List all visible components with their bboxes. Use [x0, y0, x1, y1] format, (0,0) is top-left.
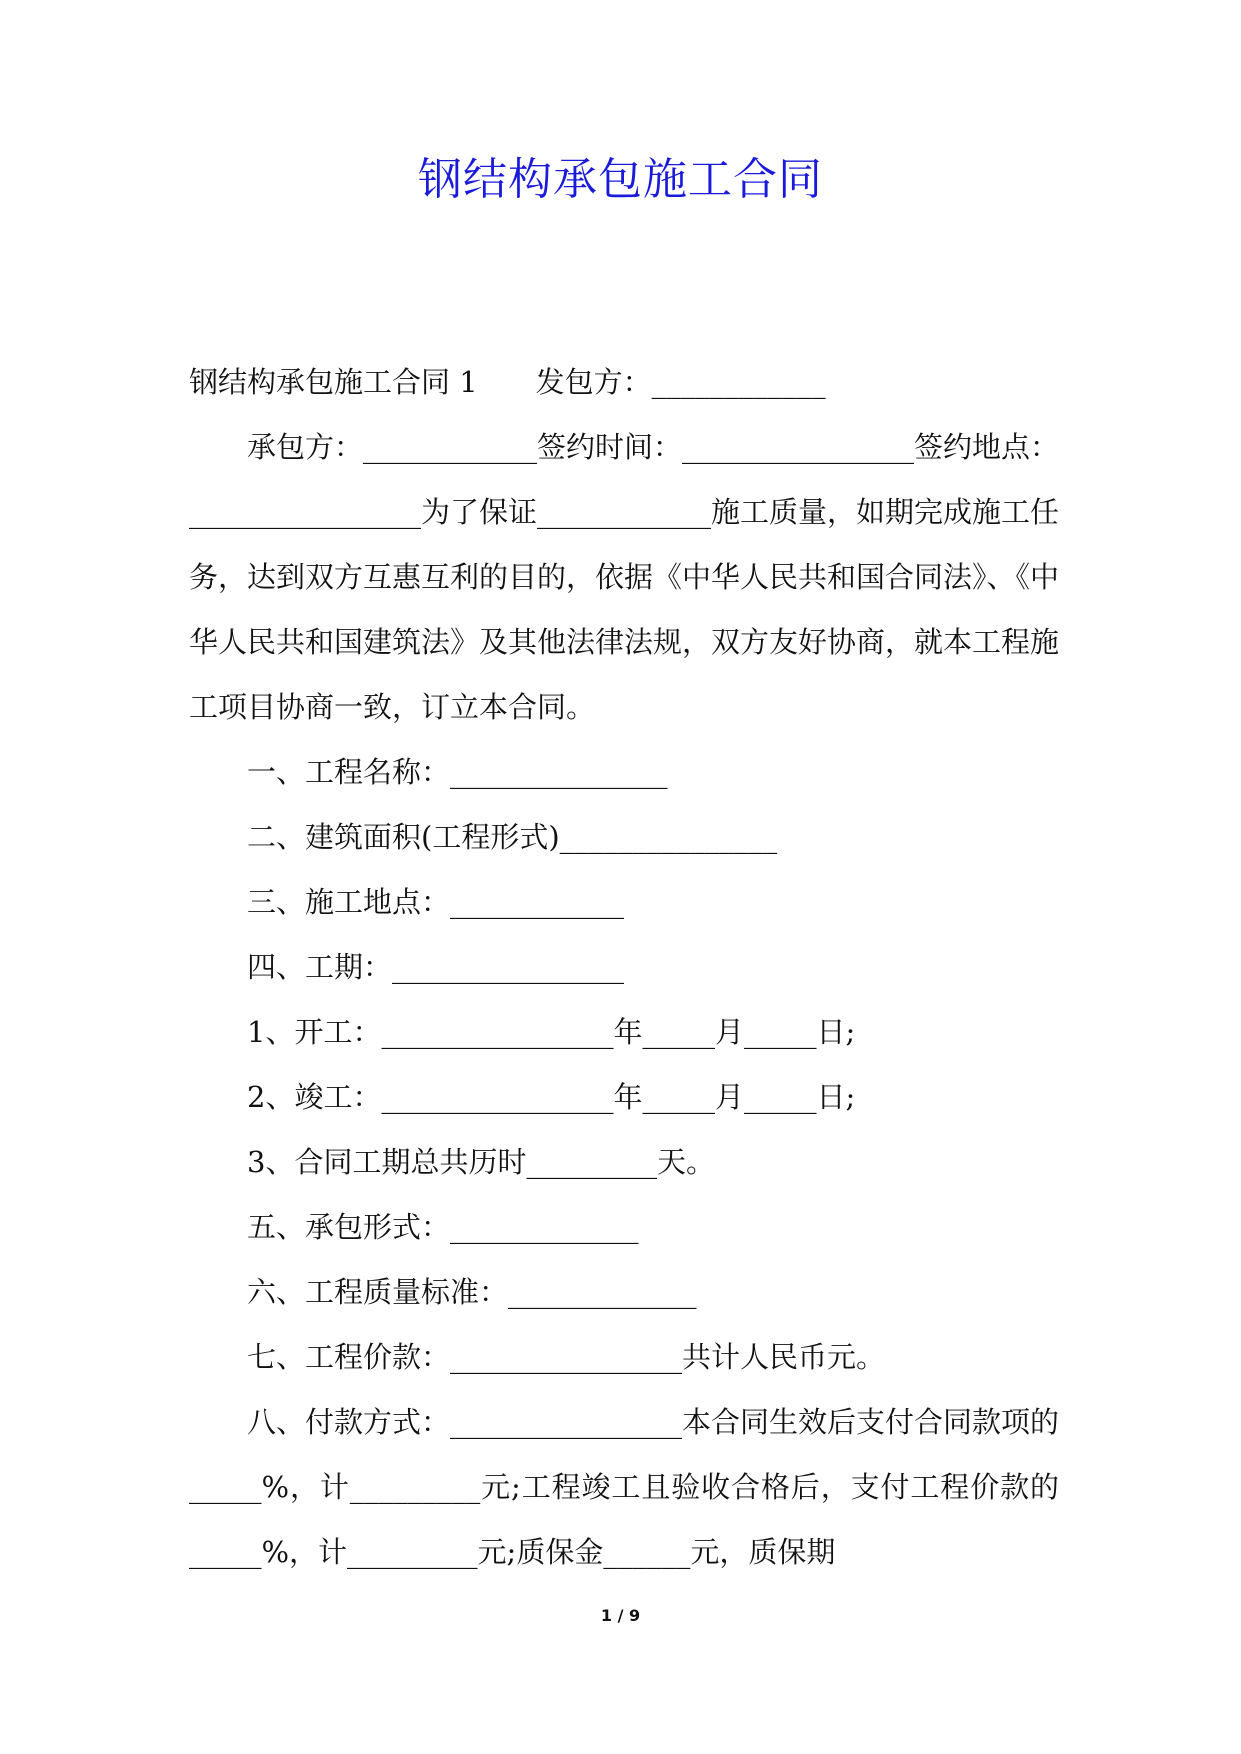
- clause-project-name: 一、工程名称：_______________: [247, 755, 668, 789]
- clause-payment-method: 八、付款方式：________________本合同生效后支付合同款项的_____%，计_________元;工程竣工且验收合格后，支付工程价款的_____%，计_________元;质保金______元，质保期: [189, 1405, 1060, 1569]
- page-number: 1 / 9: [600, 1606, 641, 1625]
- clause-completion-date: 2、竣工：________________年_____月_____日;: [247, 1080, 856, 1114]
- paragraph-preamble: 承包方：____________签约时间：________________签约地点：________________为了保证____________施工质量，如期完成施工任务，达到双方互惠互利的目的，依据《中华人民共和国合同法》、《中华人民共和国建筑法》及其他法律法规，双方友好协商，就本工程施工项目协商一致，订立本合同。: [189, 430, 1060, 724]
- clause-total-days: 3、合同工期总共历时_________天。: [247, 1145, 715, 1179]
- document-body: [189, 350, 1059, 1585]
- clause-quality-standard: 六、工程质量标准：_____________: [247, 1275, 697, 1309]
- clause-contract-form: 五、承包形式：_____________: [247, 1210, 639, 1244]
- clause-construction-site: 三、施工地点：____________: [247, 885, 625, 919]
- clause-project-price: 七、工程价款：________________共计人民币元。: [247, 1340, 886, 1374]
- clause-duration: 四、工期：________________: [247, 950, 625, 984]
- document-title: 钢结构承包施工合同: [418, 154, 823, 205]
- clause-building-area: 二、建筑面积(工程形式)_______________: [247, 820, 778, 854]
- paragraph-header-line: 钢结构承包施工合同 1 发包方：____________: [189, 365, 826, 399]
- clause-start-date: 1、开工：________________年_____月_____日;: [247, 1015, 856, 1049]
